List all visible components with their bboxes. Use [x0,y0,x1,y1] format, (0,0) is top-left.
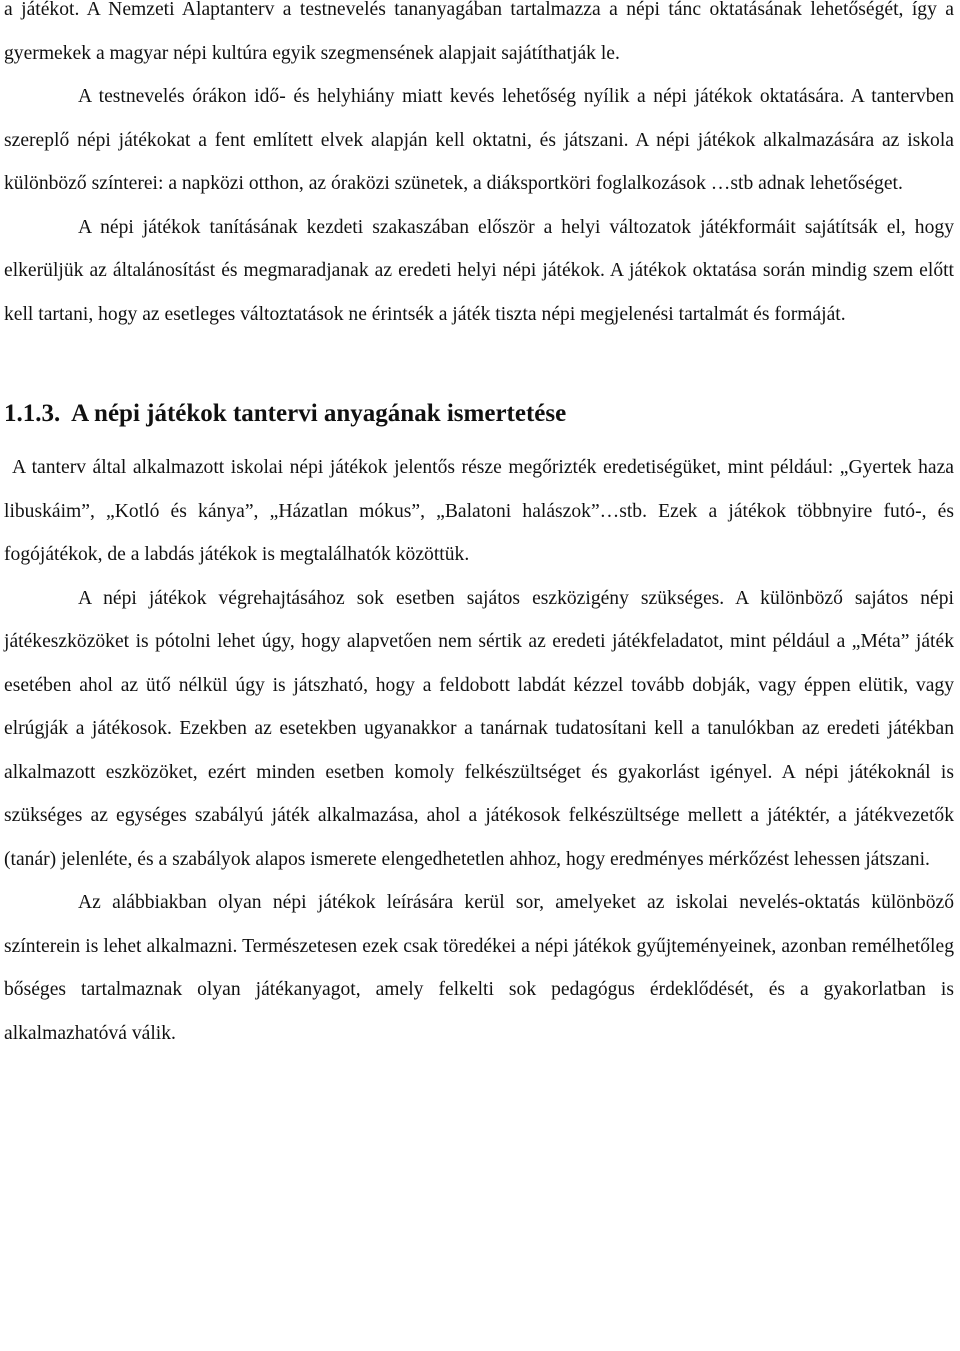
section-title: A népi játékok tantervi anyagának ismertetése [71,400,567,427]
paragraph-following-descriptions: Az alábbiakban olyan népi játékok leírására kerül sor, amelyeket az iskolai nevelés-oktatás különböző színterein is lehet alkalmazni. Természetesen ezek csak töredékei a népi játékok gyűjteményeinek, azonban remélhetőleg bőséges tartalmaznak olyan játékanyagot, amely felkelti sok pedagógus érdeklődését, és a gyakorlatban is alkalmazhatóvá válik. [4,892,954,1044]
paragraph-curriculum-games: A tanterv által alkalmazott iskolai népi játékok jelentős része megőrizték eredetiségüket, mint például: „Gyertek haza libuskáim”, „Kotló és kánya”, „Házatlan mókus”, „Balatoni halászok”…stb. Ezek a játékok többnyire futó-, és fogójátékok, de a labdás játékok is megtalálhatók közöttük. [4,457,954,565]
paragraph-pe-lessons: A testnevelés órákon idő- és helyhiány miatt kevés lehetőség nyílik a népi játékok oktatására. A tantervben szereplő népi játékokat a fent említett elvek alapján kell oktatni, és játszani. A népi játékok alkalmazására az iskola különböző színterei: a napközi otthon, az óraközi szünetek, a diáksportköri foglalkozások …stb adnak lehetőséget. [4,86,954,194]
paragraph-teaching-stages: A népi játékok tanításának kezdeti szakaszában először a helyi változatok játékformáit sajátítsák el, hogy elkerüljük az általánosítást és megmaradjanak az eredeti helyi népi játékok. A játékok oktatása során mindig szem előtt kell tartani, hogy az esetleges változtatások ne érintsék a játék tiszta népi megjelenési tartalmát és formáját. [4,216,954,325]
document-page [4,0,954,1055]
section-number: 1.1.3. [4,400,61,427]
paragraph-equipment: A népi játékok végrehajtásához sok esetben sajátos eszközigény szükséges. A különböző sajátos népi játékeszközöket is pótolni lehet úgy, hogy alapvetően nem sértik az eredeti játékfeladatot, mint például a „Méta” játék esetében ahol az ütő nélkül úgy is játszható, hogy a feldobott labdát kézzel tovább dobják, vagy éppen elütik, vagy elrúgják a játékosok. Ezekben az esetekben ugyanakkor a tanárnak tudatosítani kell a tanulókban az eredeti játékban alkalmazott eszközöket, ezért minden esetben komoly felkészültséget és gyakorlást igényel. A népi játékoknál is szükséges az egységes szabályú játék alkalmazása, ahol a játékosok felkészültsége mellett a játéktér, a játékvezetők (tanár) jelenléte, és a szabályok alapos ismerete elengedhetetlen ahhoz, hogy eredményes mérkőzést lehessen játszani. [4,587,954,870]
paragraph-national-curriculum: a játékot. A Nemzeti Alaptanterv a testnevelés tananyagában tartalmazza a népi tánc oktatásának lehetőségét, így a gyermekek a magyar népi kultúra egyik szegmensének alapjait sajátíthatják le. [4,0,954,64]
section-heading [4,380,954,436]
